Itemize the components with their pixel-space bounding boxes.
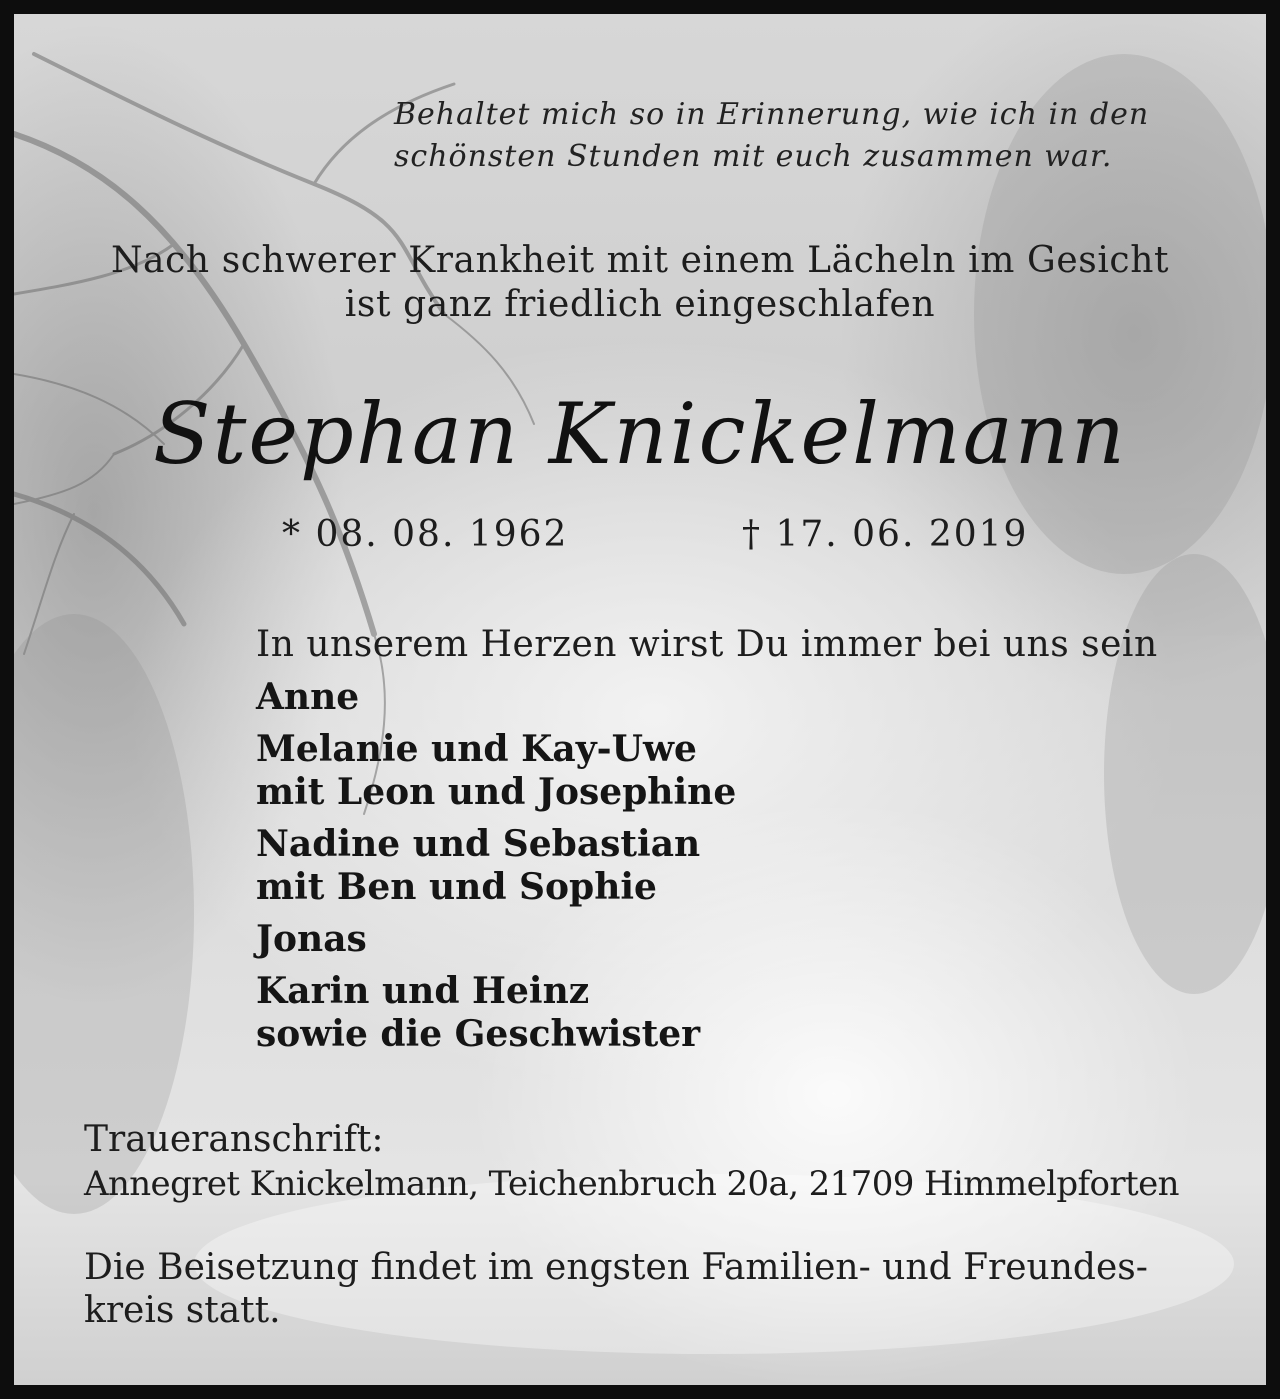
intro-text [84, 239, 1196, 327]
birth-date: * 08. 08. 1962 [282, 514, 569, 555]
mourner-name: sowie die Geschwister [256, 1013, 701, 1055]
mourner-group [256, 728, 736, 814]
deceased-name: Stephan Knickelmann [153, 385, 1127, 483]
mourner-name: Melanie und Kay-Uwe [256, 728, 697, 770]
remembrance-line: In unserem Herzen wirst Du immer bei uns sein [256, 624, 1158, 665]
death-date: † 17. 06. 2019 [742, 514, 1029, 555]
quote-line: schönsten Stunden mit euch zusammen war. [394, 139, 1113, 174]
funeral-line: kreis statt. [84, 1290, 281, 1331]
memorial-quote [394, 94, 1149, 178]
mourners-list [256, 676, 736, 1065]
address-label: Traueranschrift: [84, 1119, 384, 1160]
mourner-name: mit Leon und Josephine [256, 771, 737, 813]
mourner-name: Jonas [256, 918, 367, 960]
mourner-name: mit Ben und Sophie [256, 866, 657, 908]
intro-line: Nach schwerer Krankheit mit einem Lächeln im Gesicht [110, 240, 1170, 281]
intro-line: ist ganz friedlich eingeschlafen [344, 284, 936, 325]
funeral-note [84, 1246, 1196, 1332]
mourner-group [256, 918, 736, 961]
quote-line: Behaltet mich so in Erinnerung, wie ich in den [394, 97, 1150, 132]
mourner-group [256, 970, 736, 1056]
mourner-name: Karin und Heinz [256, 970, 590, 1012]
mourner-group [256, 676, 736, 719]
mourner-name: Anne [256, 676, 360, 718]
mourner-name: Nadine und Sebastian [256, 823, 701, 865]
funeral-line: Die Beisetzung findet im engsten Familien- und Freundes- [84, 1247, 1148, 1288]
mourning-address: Annegret Knickelmann, Teichenbruch 20a, 21709 Himmelpforten [84, 1164, 1179, 1204]
mourner-group [256, 823, 736, 909]
